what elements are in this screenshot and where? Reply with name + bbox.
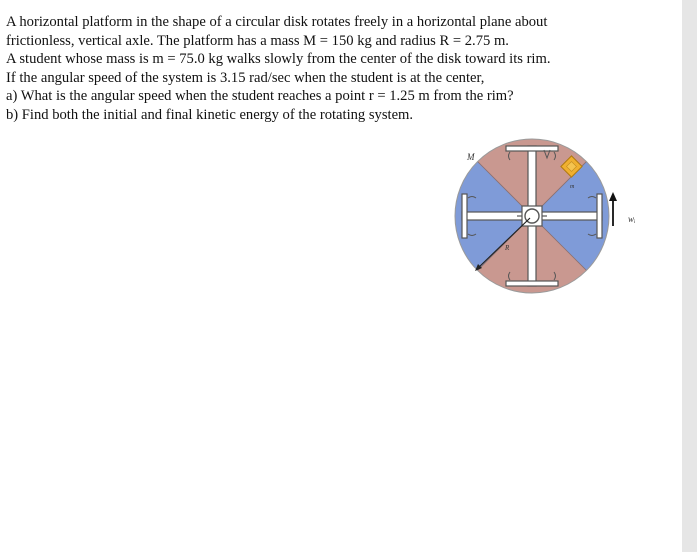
label-student-mass: m	[570, 184, 575, 190]
label-disk-mass: M	[467, 152, 475, 162]
problem-line-1: A horizontal platform in the shape of a circular disk rotates freely in a horizontal plane about	[6, 14, 548, 30]
center-hub	[517, 206, 547, 226]
problem-line-4: If the angular speed of the system is 3.15 rad/sec when the student is at the center,	[6, 69, 485, 86]
problem-line-2: frictionless, vertical axle. The platform has a mass M = 150 kg and radius R = 2.75 m.	[6, 32, 509, 49]
rotating-disk-figure	[440, 138, 670, 308]
disk-diagram-svg	[440, 138, 670, 308]
problem-statement	[6, 13, 646, 125]
problem-line-3: A student whose mass is m = 75.0 kg walks slowly from the center of the disk toward its rim.	[6, 51, 551, 68]
page-edge-strip	[682, 0, 697, 552]
label-radius: R	[505, 244, 510, 252]
question-a: a) What is the angular speed when the student reaches a point r = 1.25 m from the rim?	[6, 88, 514, 105]
label-omega: wᵢ	[628, 214, 636, 224]
omega-arrow	[609, 192, 617, 226]
question-b: b) Find both the initial and final kinetic energy of the rotating system.	[6, 106, 414, 123]
